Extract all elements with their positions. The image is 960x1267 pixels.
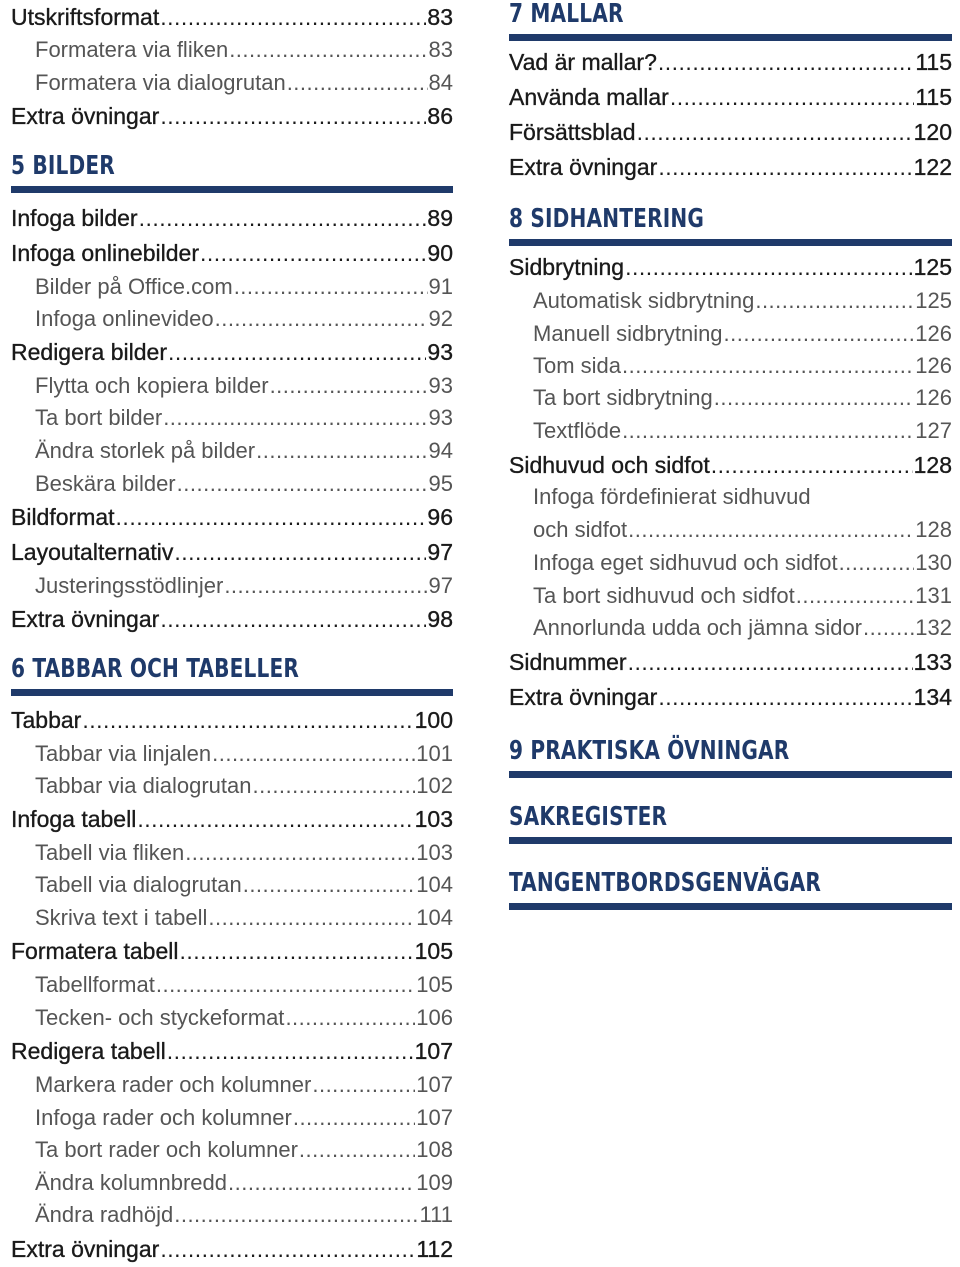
dot-leader <box>285 1001 415 1034</box>
entry-title: Redigera tabell <box>11 1038 166 1064</box>
entry-title: Justeringsstödlinjer <box>35 573 224 598</box>
page-number: 104 <box>416 905 453 930</box>
entry-title: Tabellformat <box>35 972 155 997</box>
page-number: 115 <box>915 49 952 75</box>
chapter-rule <box>11 689 453 696</box>
toc-subentry[interactable] <box>11 467 453 500</box>
entry-title: Markera rader och kolumner <box>35 1072 312 1097</box>
entry-title: Extra övningar <box>11 1236 160 1262</box>
page-number: 101 <box>416 741 453 766</box>
toc-subentry[interactable] <box>11 401 453 434</box>
toc-subentry[interactable] <box>11 1166 453 1199</box>
dot-leader <box>714 381 915 414</box>
chapter-title: 7 MALLAR <box>509 0 624 29</box>
dot-leader <box>212 737 415 770</box>
toc-entry[interactable] <box>11 500 453 535</box>
page-number: 133 <box>913 649 952 675</box>
toc-entry[interactable] <box>509 115 952 150</box>
page-number: 132 <box>915 615 952 640</box>
entry-title: Ta bort rader och kolumner <box>35 1137 298 1162</box>
page-number: 128 <box>913 452 952 478</box>
chapter-rule <box>509 837 952 844</box>
page-number: 86 <box>427 103 453 129</box>
dot-leader <box>839 546 915 579</box>
dot-leader <box>228 1166 415 1199</box>
entry-title: Extra övningar <box>11 606 160 632</box>
chapter-heading <box>509 801 952 844</box>
chapter-heading <box>11 653 453 696</box>
page-number: 93 <box>427 339 453 365</box>
toc-subentry[interactable] <box>509 579 952 612</box>
entry-title: Redigera bilder <box>11 339 167 365</box>
page-number: 91 <box>428 274 453 299</box>
toc-subentry[interactable] <box>509 381 952 414</box>
toc-subentry[interactable] <box>11 33 453 66</box>
page-number: 130 <box>915 550 952 575</box>
chapter-title: TANGENTBORDSGENVÄGAR <box>509 868 822 898</box>
toc-subentry[interactable] <box>11 968 453 1001</box>
entry-title: Tabell via dialogrutan <box>35 872 242 897</box>
dot-leader <box>628 645 913 680</box>
toc-subentry[interactable] <box>509 317 952 350</box>
dot-leader <box>622 349 914 382</box>
entry-title: Försättsblad <box>509 119 636 145</box>
dot-leader <box>82 703 413 738</box>
entry-title: och sidfot <box>533 517 628 542</box>
page-number: 94 <box>428 438 453 463</box>
entry-title: Sidhuvud och sidfot <box>509 452 710 478</box>
page-number: 131 <box>915 583 952 608</box>
entry-title: Manuell sidbrytning <box>533 321 723 346</box>
dot-leader <box>160 1232 415 1267</box>
entry-title: Ändra kolumnbredd <box>35 1170 228 1195</box>
page-number: 97 <box>428 573 453 598</box>
dot-leader <box>796 579 915 612</box>
toc-entry[interactable] <box>11 236 453 271</box>
entry-title: Infoga onlinebilder <box>11 240 199 266</box>
page-number: 93 <box>428 405 453 430</box>
toc-subentry[interactable] <box>11 1068 453 1101</box>
page-number: 103 <box>416 840 453 865</box>
entry-title: Tecken- och styckeformat <box>35 1005 285 1030</box>
entry-title: Ändra storlek på bilder <box>35 438 256 463</box>
dot-leader <box>168 335 426 370</box>
chapter-title: SAKREGISTER <box>509 802 668 832</box>
dot-leader <box>711 448 913 483</box>
entry-title: Formatera via fliken <box>35 37 229 62</box>
chapter-heading <box>509 867 952 910</box>
chapter-heading <box>11 150 453 193</box>
page-number: 92 <box>428 306 453 331</box>
dot-leader <box>256 434 427 467</box>
page-number: 111 <box>419 1202 453 1227</box>
page-number: 112 <box>416 1236 453 1262</box>
dot-leader <box>224 569 427 602</box>
chapter-title: 9 PRAKTISKA ÖVNINGAR <box>509 736 790 766</box>
entry-title: Automatisk sidbrytning <box>533 288 755 313</box>
toc-entry[interactable] <box>11 99 453 134</box>
toc-subentry[interactable] <box>11 868 453 901</box>
dot-leader <box>658 680 912 715</box>
entry-title: Formatera via dialogrutan <box>35 70 286 95</box>
entry-title: Ändra radhöjd <box>35 1202 174 1227</box>
toc-subentry[interactable] <box>11 302 453 335</box>
page-number: 109 <box>416 1170 453 1195</box>
page-number: 106 <box>416 1005 453 1030</box>
entry-title: Använda mallar <box>509 84 669 110</box>
page-number: 83 <box>427 4 453 30</box>
page-number: 134 <box>913 684 952 710</box>
chapter-title: 8 SIDHANTERING <box>509 204 705 234</box>
chapter-title: 5 BILDER <box>11 151 115 181</box>
chapter-heading <box>509 0 952 41</box>
page-number: 107 <box>414 1038 453 1064</box>
dot-leader <box>163 401 427 434</box>
entry-title: Infoga rader och kolumner <box>35 1105 292 1130</box>
entry-title: Extra övningar <box>509 684 658 710</box>
entry-title: Textflöde <box>533 418 622 443</box>
toc-subentry[interactable] <box>509 546 952 579</box>
page-number: 93 <box>428 373 453 398</box>
dot-leader <box>156 968 415 1001</box>
entry-title: Annorlunda udda och jämna sidor <box>533 615 863 640</box>
dot-leader <box>658 45 914 80</box>
page-number: 126 <box>915 353 952 378</box>
toc-subentry[interactable] <box>11 769 453 802</box>
page-number: 97 <box>427 539 453 565</box>
entry-title: Tabbar via dialogrutan <box>35 773 252 798</box>
toc-entry[interactable] <box>509 680 952 715</box>
toc-entry[interactable] <box>11 201 453 236</box>
page-number: 128 <box>915 517 952 542</box>
page-number: 107 <box>416 1105 453 1130</box>
dot-leader <box>215 302 428 335</box>
toc-subentry[interactable] <box>11 836 453 869</box>
page-number: 84 <box>428 70 453 95</box>
page-number: 96 <box>427 504 453 530</box>
chapter-heading <box>509 203 952 246</box>
dot-leader <box>287 66 428 99</box>
page-number: 127 <box>915 418 952 443</box>
dot-leader <box>670 80 915 115</box>
dot-leader <box>299 1133 415 1166</box>
dot-leader <box>229 33 427 66</box>
dot-leader <box>174 535 426 570</box>
dot-leader <box>622 414 914 447</box>
entry-title: Bilder på Office.com <box>35 274 233 299</box>
page-number: 105 <box>414 938 453 964</box>
page-number: 125 <box>915 288 952 313</box>
dot-leader <box>139 201 427 236</box>
page-number: 120 <box>913 119 952 145</box>
toc-entry[interactable] <box>509 80 952 115</box>
toc-entry[interactable] <box>509 645 952 680</box>
toc-entry[interactable] <box>11 0 453 35</box>
dot-leader <box>160 0 426 35</box>
page-number: 95 <box>428 471 453 496</box>
entry-title: Vad är mallar? <box>509 49 657 75</box>
toc-subentry[interactable] <box>11 901 453 934</box>
toc-subentry[interactable] <box>11 1133 453 1166</box>
dot-leader <box>312 1068 415 1101</box>
dot-leader <box>293 1101 415 1134</box>
dot-leader <box>160 602 426 637</box>
entry-title: Layoutalternativ <box>11 539 174 565</box>
toc-subentry[interactable] <box>11 66 453 99</box>
entry-title: Infoga onlinevideo <box>35 306 214 331</box>
page-number: 105 <box>416 972 453 997</box>
toc-subentry[interactable] <box>11 1001 453 1034</box>
page-number: 126 <box>915 321 952 346</box>
entry-title: Ta bort sidbrytning <box>533 385 713 410</box>
page-number: 125 <box>913 254 952 280</box>
chapter-rule <box>509 903 952 910</box>
page-number: 108 <box>416 1137 453 1162</box>
toc-subentry[interactable] <box>509 611 952 644</box>
toc-entry[interactable] <box>11 802 453 837</box>
chapter-rule <box>509 239 952 246</box>
toc-subentry[interactable] <box>11 369 453 402</box>
dot-leader <box>167 1034 414 1069</box>
entry-title: Bildformat <box>11 504 115 530</box>
toc-subentry[interactable] <box>11 434 453 467</box>
dot-leader <box>160 99 426 134</box>
dot-leader <box>179 934 413 969</box>
toc-entry[interactable] <box>509 150 952 185</box>
chapter-title: 6 TABBAR OCH TABELLER <box>11 654 300 684</box>
entry-title: Utskriftsformat <box>11 4 160 30</box>
dot-leader <box>658 150 912 185</box>
page-number: 115 <box>915 84 952 110</box>
entry-title: Flytta och kopiera bilder <box>35 373 269 398</box>
toc-subentry[interactable] <box>11 737 453 770</box>
page-number: 89 <box>427 205 453 231</box>
toc-subentry[interactable] <box>509 284 952 317</box>
dot-leader <box>628 513 914 546</box>
entry-title: Infoga bilder <box>11 205 138 231</box>
dot-leader <box>185 836 415 869</box>
toc-subentry[interactable] <box>11 1101 453 1134</box>
chapter-heading <box>509 735 952 778</box>
dot-leader <box>137 802 413 837</box>
toc-subentry[interactable] <box>509 414 952 447</box>
dot-leader <box>637 115 913 150</box>
chapter-rule <box>509 34 952 41</box>
entry-title: Extra övningar <box>509 154 658 180</box>
entry-title: Sidnummer <box>509 649 627 675</box>
dot-leader <box>116 500 427 535</box>
page-number: 98 <box>427 606 453 632</box>
dot-leader <box>243 868 416 901</box>
toc-subentry[interactable] <box>11 1198 453 1231</box>
toc-entry[interactable] <box>11 1232 453 1267</box>
chapter-rule <box>509 771 952 778</box>
toc-entry[interactable] <box>11 934 453 969</box>
toc-entry[interactable] <box>509 45 952 80</box>
entry-title: Ta bort bilder <box>35 405 163 430</box>
entry-title: Infoga eget sidhuvud och sidfot <box>533 550 838 575</box>
entry-title: Tom sida <box>533 353 622 378</box>
toc-entry[interactable] <box>11 703 453 738</box>
toc-entry[interactable] <box>509 250 952 285</box>
entry-title: Formatera tabell <box>11 938 179 964</box>
page-number: 122 <box>913 154 952 180</box>
entry-title: Tabbar via linjalen <box>35 741 212 766</box>
entry-title: Skriva text i tabell <box>35 905 208 930</box>
dot-leader <box>208 901 415 934</box>
page-number: 104 <box>416 872 453 897</box>
toc-entry[interactable] <box>11 1034 453 1069</box>
dot-leader <box>755 284 914 317</box>
page-number: 83 <box>428 37 453 62</box>
toc-subentry[interactable] <box>11 569 453 602</box>
dot-leader <box>200 236 426 271</box>
toc-entry[interactable] <box>509 448 952 483</box>
page-number: 102 <box>416 773 453 798</box>
entry-title: Infoga tabell <box>11 806 137 832</box>
entry-title: Sidbrytning <box>509 254 625 280</box>
entry-title: Ta bort sidhuvud och sidfot <box>533 583 795 608</box>
entry-title: Extra övningar <box>11 103 160 129</box>
toc-entry[interactable] <box>11 335 453 370</box>
dot-leader <box>252 769 415 802</box>
toc-subentry-line: Infoga fördefinierat sidhuvud <box>533 484 811 509</box>
page-number: 103 <box>414 806 453 832</box>
toc-subentry[interactable] <box>11 270 453 303</box>
entry-title: Tabbar <box>11 707 82 733</box>
chapter-rule <box>11 186 453 193</box>
toc-subentry[interactable] <box>509 513 952 546</box>
entry-title: Beskära bilder <box>35 471 176 496</box>
dot-leader <box>174 1198 418 1231</box>
dot-leader <box>863 611 914 644</box>
entry-title: Tabell via fliken <box>35 840 185 865</box>
dot-leader <box>724 317 915 350</box>
toc-entry[interactable] <box>11 602 453 637</box>
dot-leader <box>625 250 913 285</box>
dot-leader <box>234 270 428 303</box>
page-number: 90 <box>427 240 453 266</box>
toc-entry[interactable] <box>11 535 453 570</box>
page-number: 107 <box>416 1072 453 1097</box>
dot-leader <box>177 467 428 500</box>
page-number: 126 <box>915 385 952 410</box>
toc-subentry[interactable] <box>509 349 952 382</box>
page-number: 100 <box>414 707 453 733</box>
dot-leader <box>270 369 428 402</box>
